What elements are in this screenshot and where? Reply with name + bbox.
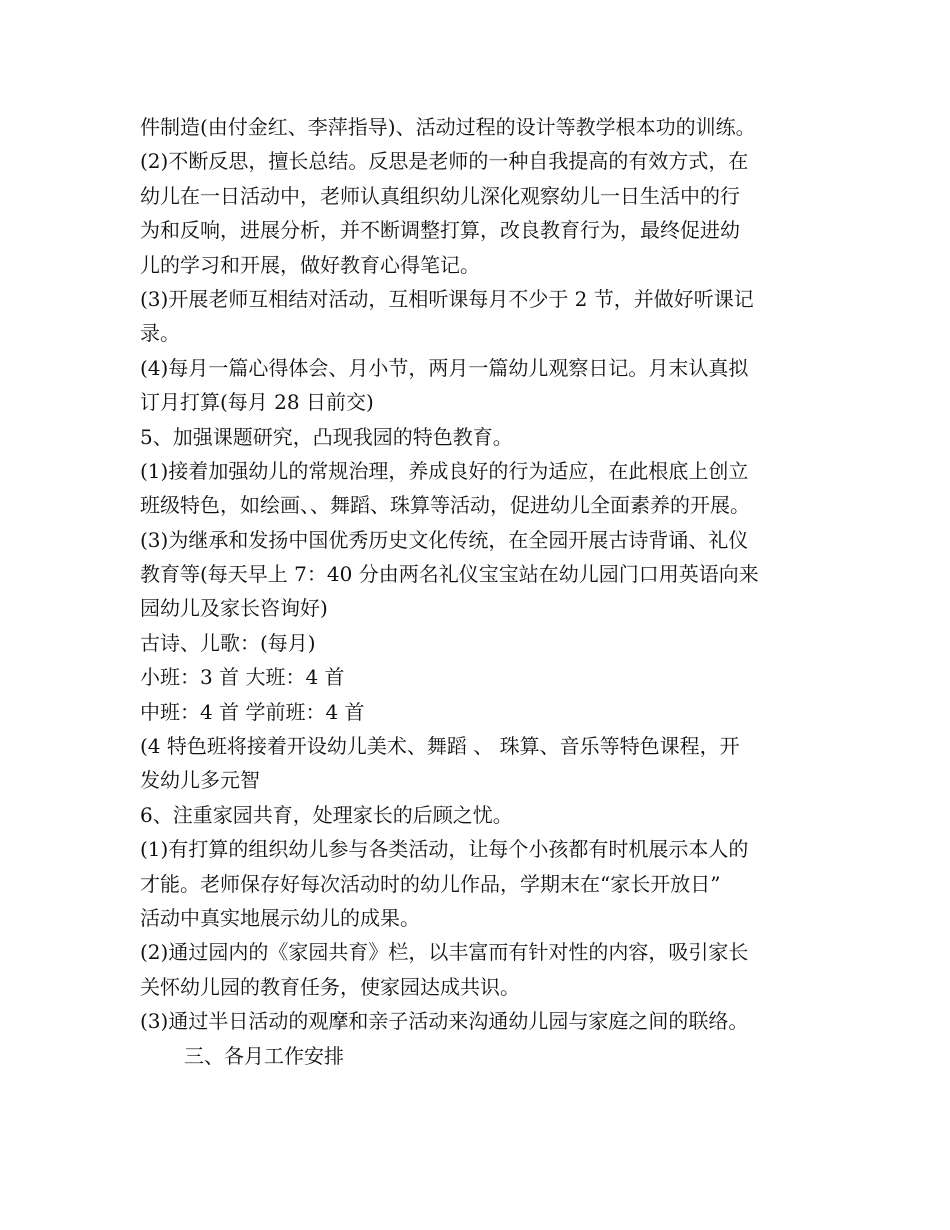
- text-line: (1)有打算的组织幼儿参与各类活动，让每个小孩都有时机展示本人的: [140, 837, 749, 862]
- text-line: 幼儿在一日活动中，老师认真组织幼儿深化观察幼儿一日生活中的行: [140, 183, 740, 208]
- text-line: 古诗、儿歌：(每月): [140, 630, 316, 655]
- text-line: 儿的学习和开展，做好教育心得笔记。: [140, 252, 480, 277]
- text-line: 关怀幼儿园的教育任务，使家园达成共识。: [140, 974, 520, 999]
- text-line: 录。: [140, 321, 180, 346]
- text-line: 中班：4 首 学前班：4 首: [140, 699, 365, 724]
- text-line: (2)不断反思，擅长总结。反思是老师的一种自我提高的有效方式，在: [140, 149, 749, 174]
- text-line: (3)为继承和发扬中国优秀历史文化传统，在全园开展古诗背诵、礼仪: [140, 527, 749, 552]
- text-line: 发幼儿多元智: [140, 768, 260, 793]
- text-line: 为和反响，进展分析，并不断调整打算，改良教育行为，最终促进幼: [140, 218, 740, 243]
- text-line: (1)接着加强幼儿的常规治理，养成良好的行为适应，在此根底上创立: [140, 458, 749, 483]
- text-line: 教育等(每天早上 7：40 分由两名礼仪宝宝站在幼儿园门口用英语向来: [140, 562, 759, 587]
- text-line: (3)通过半日活动的观摩和亲子活动来沟通幼儿园与家庭之间的联络。: [140, 1009, 749, 1034]
- text-line: 活动中真实地展示幼儿的成果。: [140, 905, 420, 930]
- text-line: 6、注重家园共育，处理家长的后顾之忧。: [140, 802, 513, 827]
- document-body: [140, 110, 830, 1073]
- text-line: (3)开展老师互相结对活动，互相听课每月不少于 2 节，并做好听课记: [140, 286, 754, 311]
- text-line: 小班：3 首 大班：4 首: [140, 665, 345, 690]
- text-line: (4)每月一篇心得体会、月小节，两月一篇幼儿观察日记。月末认真拟: [140, 355, 749, 380]
- section-heading: 三、各月工作安排: [184, 1043, 344, 1068]
- text-line: (2)通过园内的《家园共育》栏，以丰富而有针对性的内容，吸引家长: [140, 940, 749, 965]
- text-line: 5、加强课题研究，凸现我园的特色教育。: [140, 424, 513, 449]
- text-line: 班级特色，如绘画、、舞蹈、珠算等活动，促进幼儿全面素养的开展。: [140, 493, 750, 518]
- text-line: (4 特色班将接着开设幼儿美术、舞蹈 、 珠算、音乐等特色课程，开: [140, 734, 740, 759]
- text-line: 园幼儿及家长咨询好): [140, 596, 328, 621]
- text-line: 才能。老师保存好每次活动时的幼儿作品，学期末在“家长开放日”: [140, 871, 721, 896]
- text-line: 件制造(由付金红、李萍指导)、活动过程的设计等教学根本功的训练。: [140, 115, 756, 139]
- text-line: 订月打算(每月 28 日前交): [140, 390, 374, 415]
